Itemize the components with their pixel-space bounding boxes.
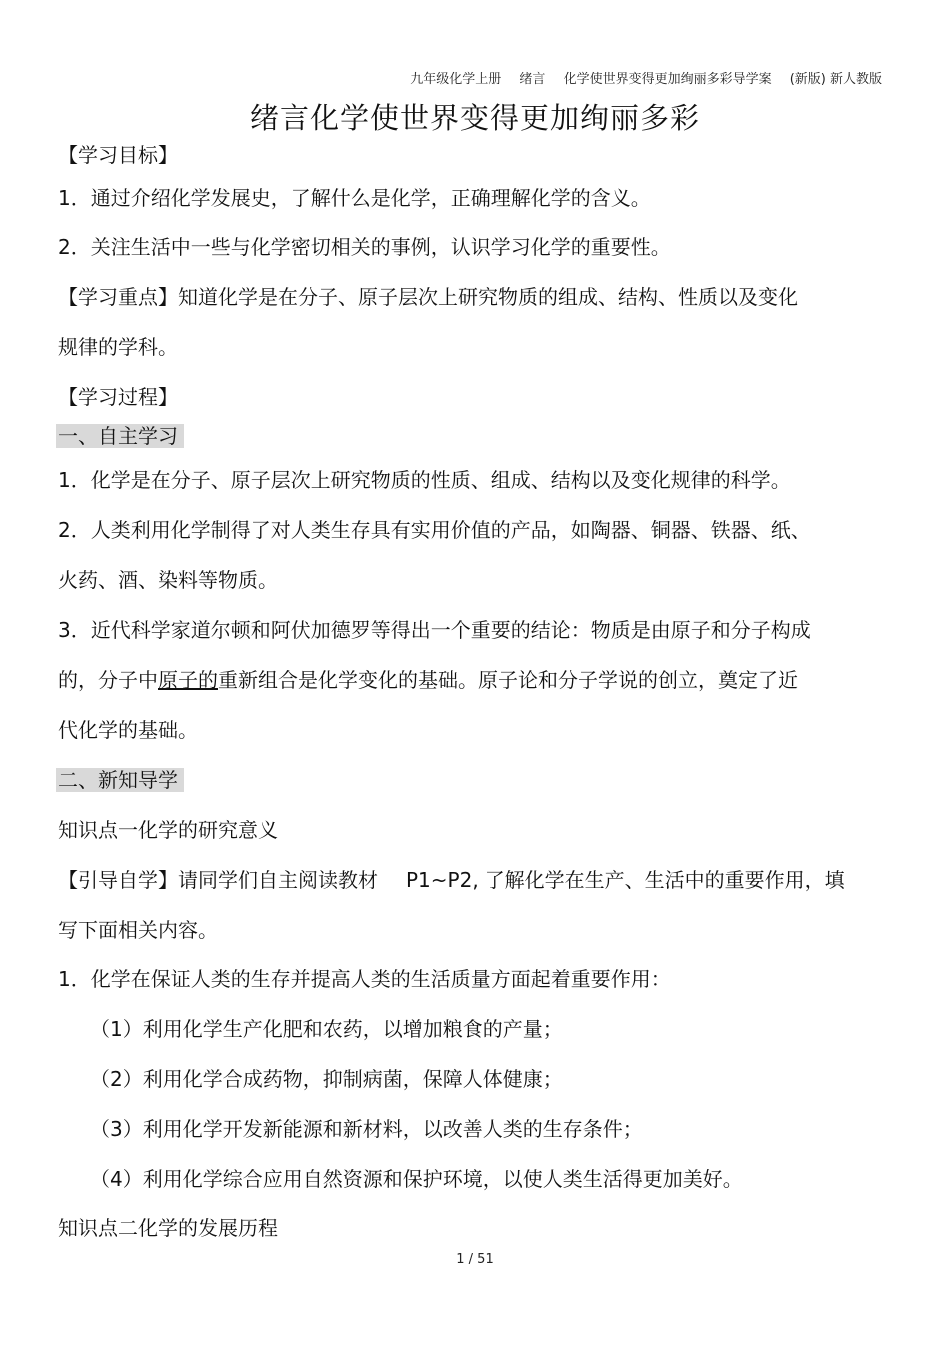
focus-line-2: 规律的学科。 — [58, 335, 178, 359]
page-title: 绪言化学使世界变得更加绚丽多彩 — [249, 101, 700, 135]
self-study-item-2-line-2: 火药、酒、染料等物质。 — [58, 568, 278, 592]
item-3-line-2-end: 重新组合是化学变化的基础。原子论和分子学说的创立，奠定了近 — [218, 668, 798, 692]
self-study-item-3-line-1: 3．近代科学家道尔顿和阿伏加德罗等得出一个重要的结论：物质是由原子和分子构成 — [58, 618, 811, 642]
knowledge-point-2: 知识点二化学的发展历程 — [58, 1216, 278, 1240]
importance-item-1: 1．化学在保证人类的生存并提高人类的生活质量方面起着重要作用： — [58, 967, 671, 991]
self-study-item-1: 1．化学是在分子、原子层次上研究物质的性质、组成、结构以及变化规律的科学。 — [58, 468, 791, 492]
self-study-item-3-line-2 — [58, 666, 798, 694]
importance-sub-1: （1）利用化学生产化肥和农药，以增加粮食的产量； — [90, 1017, 563, 1041]
self-study-item-2-line-1: 2．人类利用化学制得了对人类生存具有实用价值的产品，如陶器、铜器、铁器、纸、 — [58, 518, 811, 542]
knowledge-point-1: 知识点一化学的研究意义 — [58, 818, 278, 842]
section-heading-self-study-text: 一、自主学习 — [56, 424, 184, 448]
header-edition: (新版) 新人教版 — [789, 72, 882, 87]
section-heading-new-knowledge — [58, 766, 184, 794]
guide-pages: P1~P2, — [406, 868, 479, 892]
guide-intro: 【引导自学】请同学们自主阅读教材 — [58, 868, 378, 892]
page-number: 1 / 51 — [456, 1252, 494, 1267]
header-chapter: 绪言 — [519, 72, 546, 87]
guide-instruction: 了解化学在生产、生活中的重要作用，填 — [484, 868, 845, 892]
importance-sub-2: （2）利用化学合成药物，抑制病菌，保障人体健康； — [90, 1067, 563, 1091]
header-course: 九年级化学上册 — [410, 72, 502, 87]
item-3-underlined-text: 原子的 — [158, 668, 218, 692]
importance-sub-4: （4）利用化学综合应用自然资源和保护环境，以使人类生活得更加美好。 — [90, 1167, 743, 1191]
goal-item-2: 2．关注生活中一些与化学密切相关的事例，认识学习化学的重要性。 — [58, 235, 671, 259]
page-header — [396, 68, 882, 87]
guide-line-2: 写下面相关内容。 — [58, 918, 218, 942]
header-topic: 化学使世界变得更加绚丽多彩导学案 — [563, 72, 772, 87]
section-heading-self-study — [58, 422, 184, 450]
item-3-line-2-start: 的，分子中 — [58, 668, 158, 692]
process-heading: 【学习过程】 — [58, 385, 178, 409]
goal-item-1: 1．通过介绍化学发展史，了解什么是化学，正确理解化学的含义。 — [58, 186, 651, 210]
self-study-item-3-line-3: 代化学的基础。 — [58, 718, 198, 742]
importance-sub-3: （3）利用化学开发新能源和新材料，以改善人类的生存条件； — [90, 1117, 643, 1141]
goals-heading: 【学习目标】 — [58, 143, 178, 167]
guide-line-1 — [58, 866, 845, 894]
section-heading-new-knowledge-text: 二、新知导学 — [56, 768, 184, 792]
focus-line-1: 【学习重点】知道化学是在分子、原子层次上研究物质的组成、结构、性质以及变化 — [58, 285, 798, 309]
